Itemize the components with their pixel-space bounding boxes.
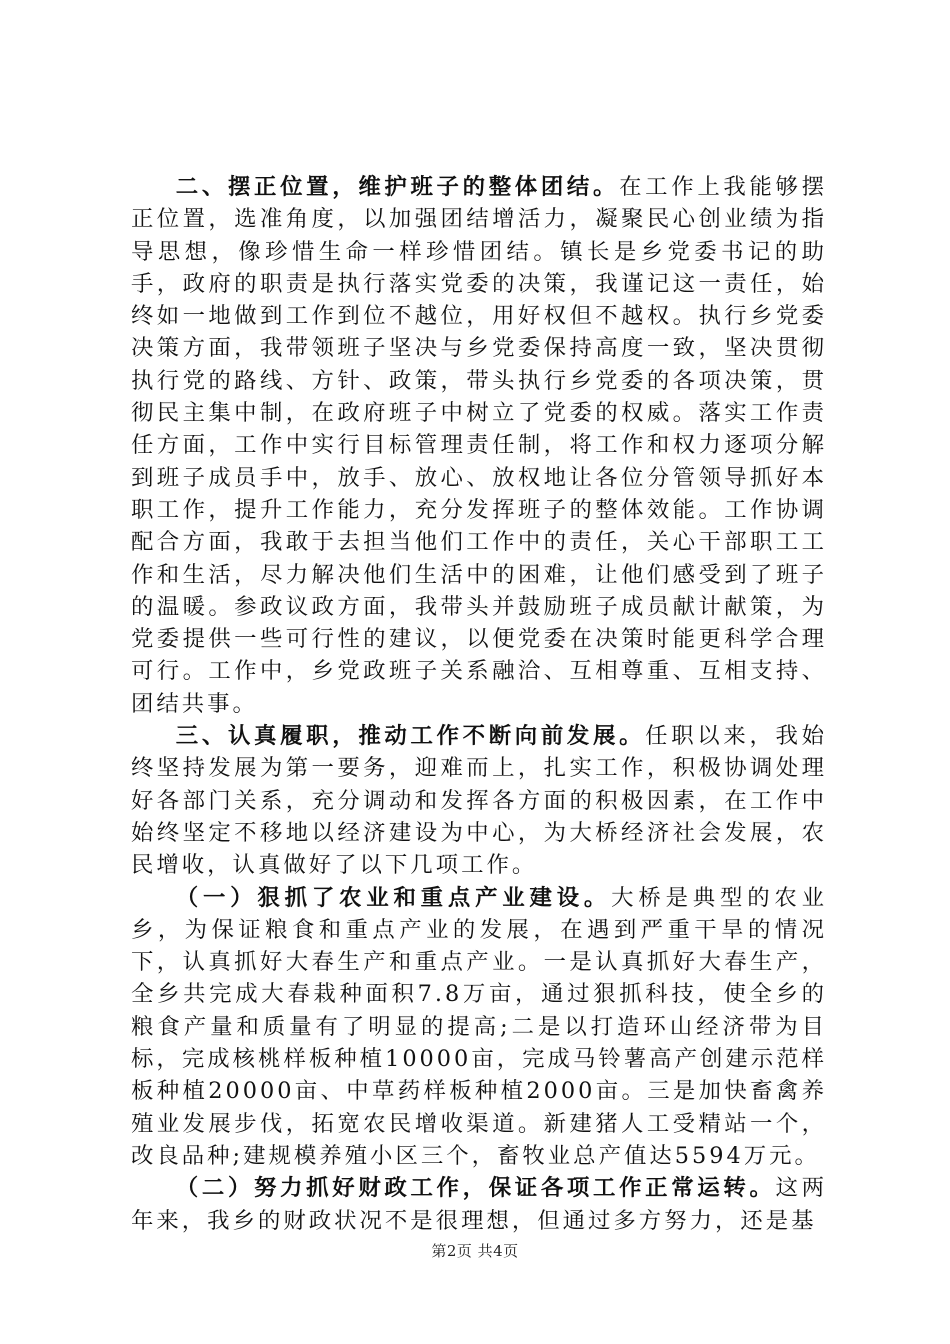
section-heading: 三、认真履职，推动工作不断向前发展。 (175, 723, 646, 750)
subsection-heading: （一）狠抓了农业和重点产业建设。 (175, 884, 612, 911)
paragraph-subsection-2 (131, 1172, 827, 1237)
paragraph-section-2 (131, 171, 827, 720)
paragraph-subsection-1 (131, 882, 827, 1173)
paragraph-text: 任职以来，我始终坚持发展为第一要务，迎难而上，扎实工作，积极协调处理好各部门关系，充分调动和发挥各方面的积极因素，在工作中始终坚定不移地以经济建设为中心，为大桥经济社会发展，农民增收，认真做好了以下几项工作。 (131, 723, 827, 879)
page-number-footer: 第2页 共4页 (431, 1242, 519, 1260)
subsection-heading: （二）努力抓好财政工作，保证各项工作正常运转。 (175, 1175, 776, 1202)
paragraph-text: 这两年来，我乡的财政状况不是很理想，但通过多方努力，还是基 (131, 1175, 828, 1234)
paragraph-section-3 (131, 720, 827, 881)
paragraph-text: 在工作上我能够摆正位置，选准角度，以加强团结增活力，凝聚民心创业绩为指导思想，像珍惜生命一样珍惜团结。镇长是乡党委书记的助手，政府的职责是执行落实党委的决策，我谨记这一责任，始终如一地做到工作到位不越位，用好权但不越权。执行乡党委决策方面，我带领班子坚决与乡党委保持高度一致，坚决贯彻执行党的路线、方针、政策，带头执行乡党委的各项决策，贯彻民主集中制，在政府班子中树立了党委的权威。落实工作责任方面，工作中实行目标管理责任制，将工作和权力逐项分解到班子成员手中，放手、放心、放权地让各位分管领导抓好本职工作，提升工作能力，充分发挥班子的整体效能。工作协调配合方面，我敢于去担当他们工作中的责任，关心干部职工工作和生活，尽力解决他们生活中的困难，让他们感受到了班子的温暖。参政议政方面，我带头并鼓励班子成员献计献策，为党委提供一些可行性的建议，以便党委在决策时能更科学合理可行。工作中，乡党政班子关系融洽、互相尊重、互相支持、团结共事。 (131, 174, 828, 717)
document-body (131, 171, 827, 1237)
paragraph-text: 大桥是典型的农业乡，为保证粮食和重点产业的发展，在遇到严重干旱的情况下，认真抓好大春生产和重点产业。一是认真抓好大春生产，全乡共完成大春栽种面积7.8万亩，通过狠抓科技，使全乡的粮食产量和质量有了明显的提高;二是以打造环山经济带为目标，完成核桃样板种植10000亩，完成马铃薯高产创建示范样板种植20000亩、中草药样板种植2000亩。三是加快畜禽养殖业发展步伐，拓宽农民增收渠道。新建猪人工受精站一个，改良品种;建规模养殖小区三个，畜牧业总产值达5594万元。 (131, 884, 828, 1169)
section-heading: 二、摆正位置，维护班子的整体团结。 (175, 174, 620, 200)
